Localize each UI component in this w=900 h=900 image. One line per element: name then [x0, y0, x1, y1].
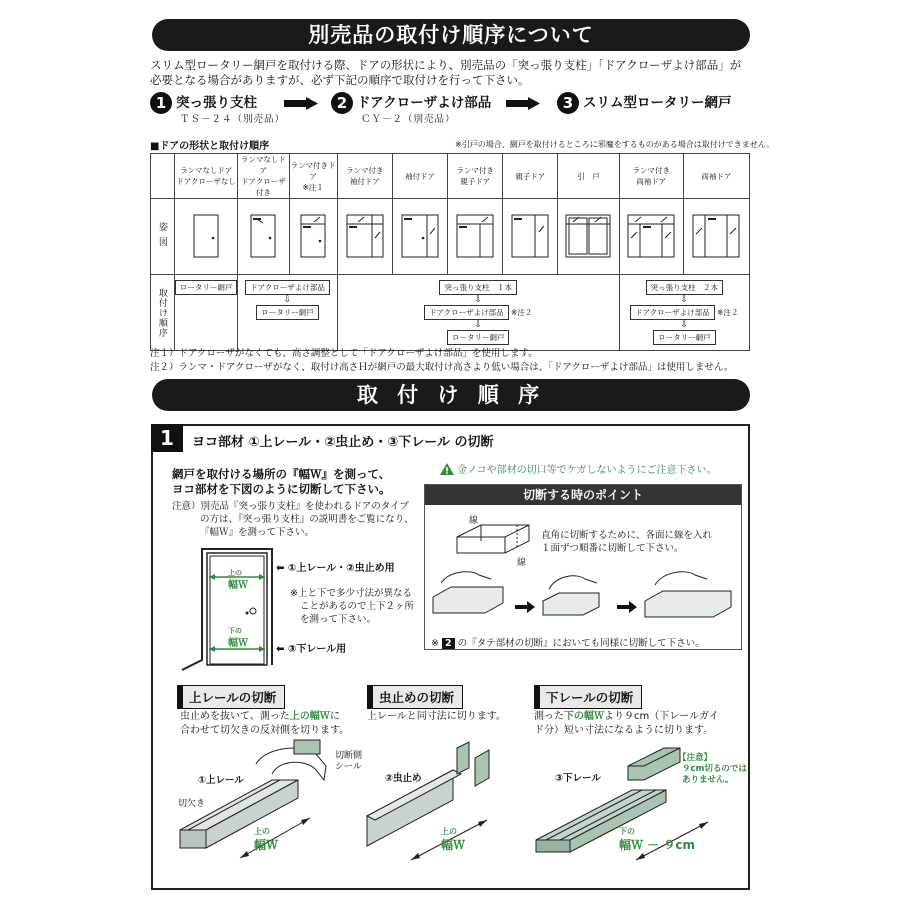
down-arrow-icon: ⇩ — [283, 295, 292, 305]
lower-rail-caution: 【注意】 ９cm切るのでは ありません。 — [678, 753, 747, 785]
column-header: ランマなしドア ドアクローザ付き — [238, 154, 289, 199]
lower-rail-label: ③下レール — [555, 773, 601, 784]
cutting-point-note: ※ 2 の『タテ部材の切断』においても同様に切断して下さい。 — [431, 638, 705, 649]
insect-stop-cut-text: 上レールと同寸法に切ります。 — [367, 711, 506, 722]
column-header: 袖付ドア — [392, 154, 447, 199]
line-label: 線 — [469, 516, 479, 526]
table-note: ※引戸の場合、網戸を取付けるところに邪魔をするものがある場合は取付けできません。 — [455, 140, 775, 149]
upper-rail-width: 幅Ｗ — [254, 838, 279, 852]
lower-rail-cut-section — [534, 685, 642, 709]
order-box: 突っ張り支柱 １本 — [439, 280, 517, 295]
sequence-step-1 — [150, 92, 286, 125]
saw-cutting-sequence-figure — [431, 567, 737, 623]
step-sub: ＴＳ－２４（別売品） — [180, 114, 286, 125]
order-box: 突っ張り支柱 ２本 — [646, 280, 724, 295]
step-number: 1 — [150, 92, 172, 114]
intro-line-1: スリム型ロータリー網戸を取付ける際、ドアの形状により、別売品の「突っ張り支柱」「ドアクローザよけ部品」が — [150, 58, 742, 72]
door-closer-icon — [250, 214, 276, 258]
step-2-badge: 2 — [442, 638, 455, 649]
step-title: ドアクローザよけ部品 — [357, 95, 492, 111]
table-header-row — [151, 154, 750, 199]
insect-stop-cut-section — [367, 685, 463, 709]
order-note: ※注２ — [717, 308, 739, 317]
note-2: 注２）ランマ・ドアクローザがなく、取付け高さＨが網戸の最大取付け高さより低い場合は、「ドアクローザよけ部品」は使用しません。 — [150, 362, 734, 373]
order-box: ドアクローザよけ部品 — [245, 280, 330, 295]
lower-rail-width: 幅Ｗ － ９cm — [619, 838, 695, 852]
order-box: ロータリー網戸 — [653, 330, 716, 345]
door-bottom-width-small: 下の — [228, 627, 242, 635]
insect-stop-cut-title: 虫止めの切断 — [367, 685, 463, 709]
cutting-point-title: 切断する時のポイント — [425, 485, 741, 505]
warning-icon — [440, 463, 454, 475]
lower-rail-width-small: 下の — [619, 827, 635, 836]
column-header: 親子ドア — [503, 154, 558, 199]
column-header: 両袖ドア — [683, 154, 749, 199]
lower-rail-cut-text: 測った下の幅Ｗより９cm（下レールガイ ド分）短い寸法になるように切ります。 — [534, 711, 719, 736]
step-number: 2 — [331, 92, 353, 114]
door-type-table — [150, 153, 750, 351]
order-box: ロータリー網戸 — [447, 330, 510, 345]
install-sequence — [150, 92, 760, 126]
sequence-step-2 — [331, 92, 492, 125]
door-figure-row — [151, 199, 750, 275]
right-arrow-icon — [284, 97, 318, 110]
door-both-sides-icon — [692, 214, 740, 258]
seal-label: 切断側 シール — [335, 751, 363, 772]
down-arrow-icon: ⇩ — [680, 295, 689, 305]
column-header: ランマなしドア ドアクローザなし — [174, 154, 238, 199]
cutting-point-box — [424, 484, 742, 650]
insect-stop-width-small: 上の — [441, 827, 457, 836]
door-transom-double-icon — [456, 214, 494, 258]
upper-measure-label: ⬅ ①上レール・②虫止め用 — [276, 563, 395, 574]
safety-warning: 金ノコや部材の切口等でケガしないようにご注意下さい。 — [440, 461, 717, 476]
row-label-order: 取付け順序 — [151, 275, 175, 351]
intro-line-2: 必要となる場合がありますが、必ず下記の順序で取付けを行って下さい。 — [150, 73, 530, 87]
order-box: ロータリー網戸 — [175, 280, 238, 295]
insect-stop-figure — [357, 740, 507, 880]
down-arrow-icon: ⇩ — [474, 295, 482, 305]
row-label-shape: 姿図 — [151, 199, 175, 275]
door-bottom-width: 幅Ｗ — [228, 638, 248, 649]
intro-text — [150, 58, 760, 88]
note-1: 注１）ドアクローザがなくても、高さ調整として「ドアクローザよけ部品」を使用します。 — [150, 348, 538, 359]
order-box: ロータリー網戸 — [256, 305, 319, 320]
order-note: ※注２ — [511, 308, 533, 317]
column-header: ランマ付き 親子ドア — [448, 154, 503, 199]
step-sub: ＣＹ－２（別売品） — [361, 114, 456, 125]
door-side-icon — [401, 214, 439, 258]
caution-text: 注意）別売品『突っ張り支柱』を使われるドアのタイプ の方は、『突っ張り支柱』の説明書をご覧になり、 『幅Ｗ』を測って下さい。 — [172, 501, 414, 538]
install-order-row — [151, 275, 750, 351]
column-header: 引 戸 — [558, 154, 619, 199]
section-banner-accessories: 別売品の取付け順序について — [152, 19, 750, 51]
step-title: スリム型ロータリー網戸 — [583, 95, 732, 111]
lower-measure-label: ⬅ ③下レール用 — [276, 644, 347, 655]
upper-rail-width-small: 上の — [254, 827, 270, 836]
door-transom-side-icon — [346, 214, 384, 258]
step-number: 3 — [557, 92, 579, 114]
measure-instruction: 網戸を取付ける場所の『幅Ｗ』を測って、 ヨコ部材を下図のように切断して下さい。 — [172, 467, 391, 496]
lower-rail-cut-title: 下レールの切断 — [534, 685, 642, 709]
upper-rail-cut-title: 上レールの切断 — [177, 685, 285, 709]
table-heading: ■ドアの形状と取付け順序 — [150, 141, 270, 152]
upper-rail-label: ①上レール — [198, 775, 244, 786]
order-box: ドアクローザよけ部品 — [630, 305, 715, 320]
measure-note: ※上と下で多少寸法が異なる ことがあるので上下２ヶ所 を測って下さい。 — [290, 588, 415, 625]
door-top-width: 幅Ｗ — [228, 580, 248, 591]
door-double-icon — [511, 214, 549, 258]
door-measure-figure — [180, 545, 280, 675]
step-title: 突っ張り支柱 — [176, 95, 257, 111]
step-1-title: ヨコ部材 ①上レール・②虫止め・③下レール の切断 — [192, 435, 494, 450]
door-top-width-small: 上の — [228, 569, 242, 577]
notch-label: 切欠き — [178, 799, 206, 809]
door-transom-icon — [300, 214, 326, 258]
section-banner-procedure: 取 付 け 順 序 — [152, 379, 750, 411]
insect-stop-width: 幅Ｗ — [441, 838, 466, 852]
step-1-number: 1 — [151, 424, 183, 452]
door-transom-both-sides-icon — [627, 214, 675, 258]
sequence-step-3 — [557, 92, 732, 114]
upper-rail-cut-section — [177, 685, 285, 709]
door-plain-icon — [193, 214, 219, 258]
cutting-point-text: 直角に切断するために、各面に線を入れ １面ずつ順番に切断して下さい。 — [541, 530, 713, 554]
sliding-door-icon — [565, 214, 611, 258]
right-arrow-icon — [506, 97, 540, 110]
column-header: ランマ付き 袖付ドア — [337, 154, 392, 199]
order-box: ドアクローザよけ部品 — [424, 305, 509, 320]
down-arrow-icon: ⇩ — [474, 320, 482, 330]
insect-stop-label: ②虫止め — [385, 773, 422, 784]
upper-rail-cut-text: 虫止めを抜いて、測った上の幅Ｗに 合わせて切欠きの反対側を切ります。 — [180, 711, 350, 736]
column-header: ランマ付きドア ※注１ — [289, 154, 337, 199]
line-label: 線 — [517, 558, 527, 568]
column-header: ランマ付き 両袖ドア — [619, 154, 683, 199]
table-notes — [150, 347, 760, 375]
upper-rail-figure — [176, 740, 351, 880]
down-arrow-icon: ⇩ — [680, 320, 689, 330]
